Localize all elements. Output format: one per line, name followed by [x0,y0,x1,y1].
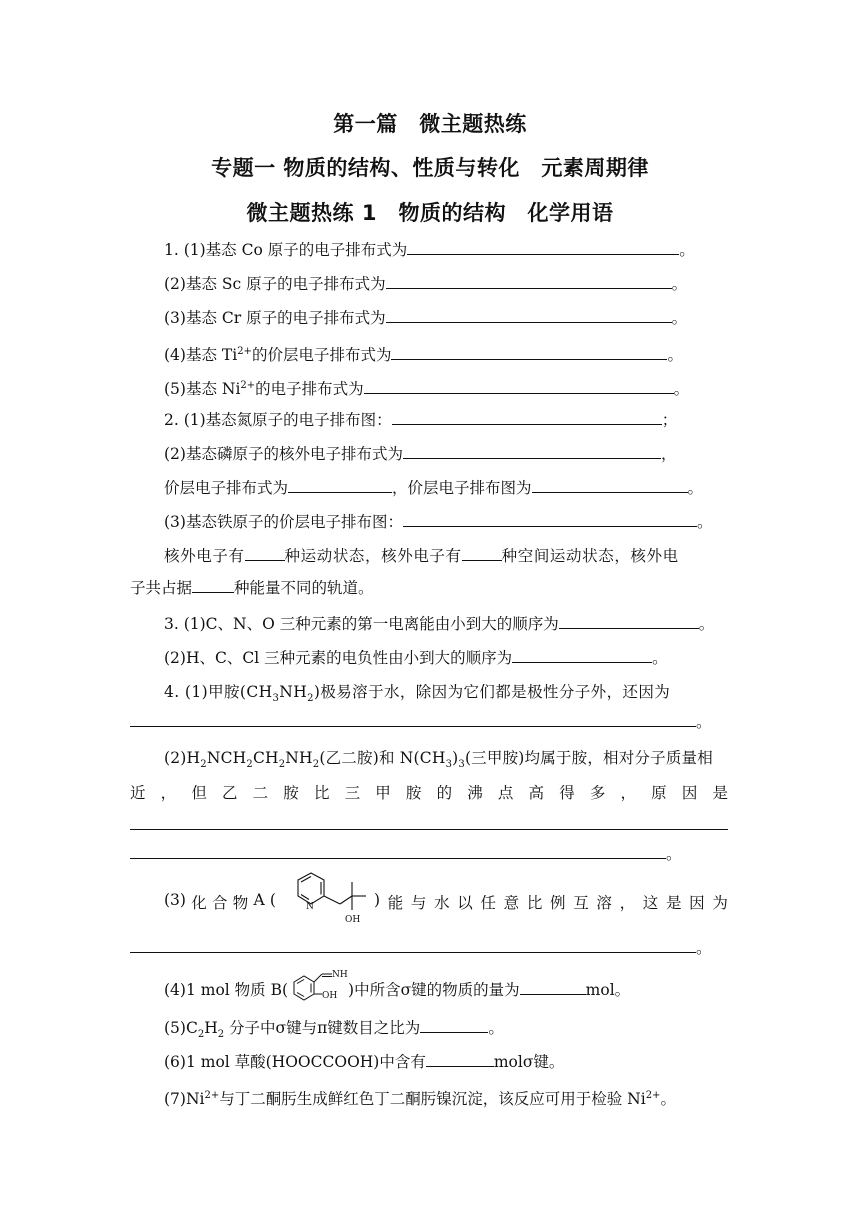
q4-2-answer2: 。 [130,844,682,864]
answer-blank[interactable] [403,444,661,459]
q4-5: $(5)C_2H_2$ 分子中σ键与π键数目之比为 。 [164,1019,504,1041]
q4-1: 4. (1)甲胺$(CH_3NH_2)$极易溶于水，除因为它们都是极性分子外，还因为 [164,683,671,705]
q4-2-line2: 近 ， 但 乙 二 胺 比 三 甲 胺 的 沸 点 高 得 多 ， 原 因 是 [130,784,728,802]
q2-3: (3)基态铁原子的价层电子排布图： 。 [164,513,713,531]
q4-3-left: (3) 化 合 物 A ( [164,891,276,912]
answer-blank[interactable] [520,980,586,995]
q1-5: (5)基态 $Ni^{2+}$的电子排布式为 。 [164,380,690,399]
answer-blank[interactable] [386,274,672,289]
nitrogen-label: N [306,902,314,912]
q2-2-cont: 价层电子排布式为 ，价层电子排布图为 。 [164,479,704,497]
compound-b-structure [288,964,348,1004]
answer-blank[interactable] [462,546,502,561]
answer-blank[interactable] [512,648,652,663]
answer-blank[interactable] [391,345,667,360]
hydroxyl-label: OH [345,915,361,925]
q2-1: 2. (1)基态氮原子的电子排布图： ； [164,411,678,429]
q4-7: $(7)Ni^{2+}$与丁二酮肟生成鲜红色丁二酮肟镍沉淀，该反应可用于检验 $Ni^{2+}$。 [164,1090,676,1109]
q2-3-cont2: 子共占据 种能量不同的轨道。 [130,579,374,597]
answer-blank[interactable] [130,712,696,727]
answer-blank[interactable] [130,829,728,830]
q4-3-right: ) 能 与 水 以 任 意 比 例 互 溶 ， 这 是 因 为 [374,891,728,912]
q1-4: (4)基态 $Ti^{2+}$的价层电子排布式为 。 [164,346,683,365]
answer-blank[interactable] [426,1052,494,1067]
q1-3: (3)基态 Cr 原子的电子排布式为 。 [164,309,688,327]
answer-blank[interactable] [192,578,234,593]
answer-blank[interactable] [392,410,662,425]
q2-3-cont: 核外电子有 种运动状态，核外电子有 种空间运动状态，核外电 [164,547,679,565]
answer-blank[interactable] [386,308,672,323]
q1-2: (2)基态 Sc 原子的电子排布式为 。 [164,275,688,293]
answer-blank[interactable] [364,379,674,394]
answer-blank[interactable] [403,512,697,527]
q3-2: (2)H、C、Cl 三种元素的电负性由小到大的顺序为 。 [164,649,668,667]
q1-1: 1. (1)基态 Co 原子的电子排布式为 。 [164,241,695,259]
q4-4: (4)1 mol 物质 B( NH OH )中所含σ键的物质的量为 mol。 [164,978,630,1004]
q2-2: (2)基态磷原子的核外电子排布式为 ， [164,445,677,463]
answer-blank[interactable] [130,938,696,953]
q4-1-answer: 。 [130,712,712,732]
q4-6: (6)1 mol 草酸(HOOCCOOH)中含有 molσ键。 [164,1053,565,1071]
answer-blank[interactable] [420,1018,488,1033]
q4-2: $(2)H_2NCH_2CH_2NH_2$(乙二胺)和 $N(CH_3)_3$(三甲胺)均属于胺，相对分子质量相 [164,749,713,771]
subtopic-title: 微主题热练 1 物质的结构 化学用语 [246,201,614,225]
topic-title: 专题一 物质的结构、性质与转化 元素周期律 [211,156,649,180]
answer-blank[interactable] [288,478,392,493]
answer-blank[interactable] [130,844,666,859]
answer-blank[interactable] [532,478,688,493]
compound-a-structure [284,868,374,930]
q4-3-answer: 。 [130,938,712,958]
q3-1: 3. (1)C、N、O 三种元素的第一电离能由小到大的顺序为 。 [164,615,715,633]
hydroxyl-label: OH [322,991,338,1001]
part-title: 第一篇 微主题热练 [333,112,527,136]
imine-label: NH [332,970,348,980]
answer-blank[interactable] [407,240,679,255]
answer-blank[interactable] [245,546,285,561]
answer-blank[interactable] [559,614,699,629]
